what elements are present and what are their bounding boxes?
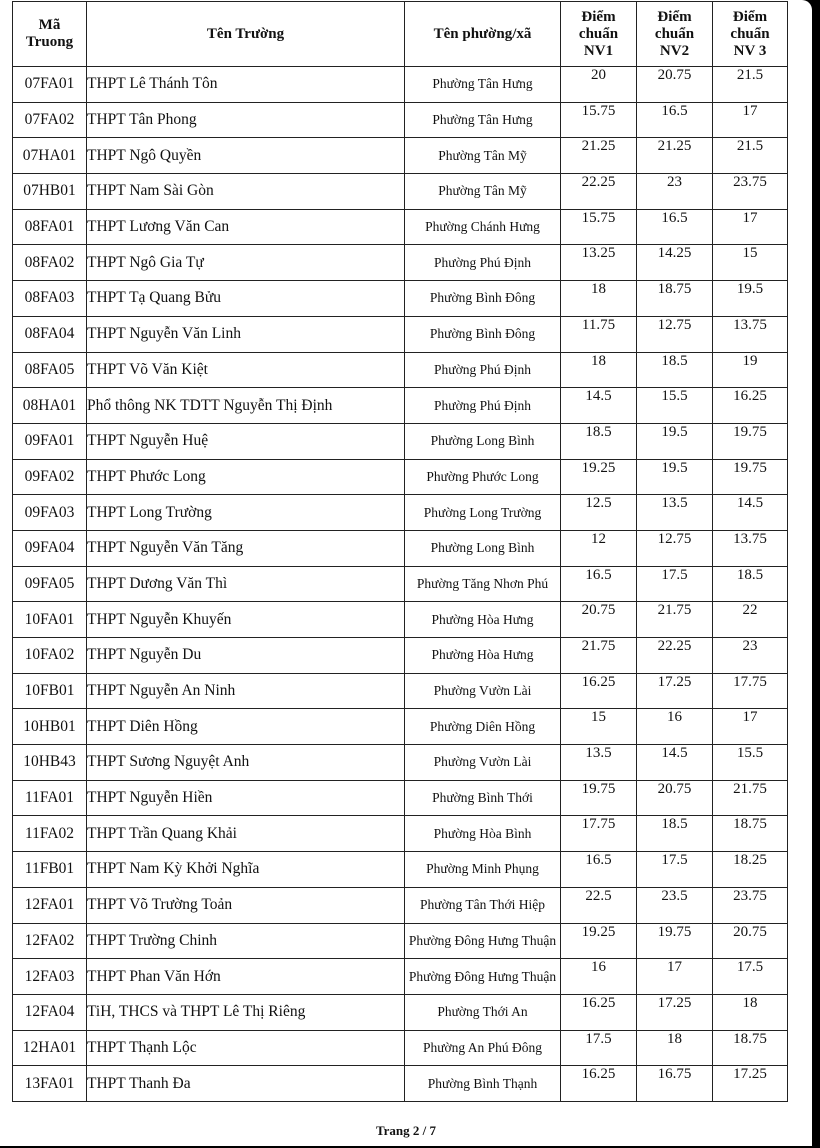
school-code-cell: 09FA01 [13, 423, 87, 459]
score-nv1-cell: 17.5 [561, 1030, 637, 1066]
score-nv1-cell: 19.75 [561, 780, 637, 816]
score-nv2-cell: 14.5 [637, 745, 713, 781]
header-school-name: Tên Trường [87, 2, 405, 67]
school-name-cell: THPT Ngô Gia Tự [87, 245, 405, 281]
score-nv3-cell: 15 [713, 245, 788, 281]
score-nv1-cell: 18 [561, 281, 637, 317]
score-nv2-cell: 18.75 [637, 281, 713, 317]
score-nv1-cell: 19.25 [561, 459, 637, 495]
table-row [13, 887, 788, 923]
school-code-cell: 08FA02 [13, 245, 87, 281]
score-nv2-cell: 19.5 [637, 459, 713, 495]
school-name-cell: THPT Trường Chinh [87, 923, 405, 959]
score-nv2-cell: 17.25 [637, 673, 713, 709]
school-name-cell: THPT Nguyễn Huệ [87, 423, 405, 459]
table-row [13, 709, 788, 745]
ward-cell: Phường Long Bình [405, 530, 561, 566]
score-nv3-cell: 13.75 [713, 530, 788, 566]
school-code-cell: 07FA01 [13, 67, 87, 103]
ward-cell: Phường Hòa Hưng [405, 602, 561, 638]
score-nv1-cell: 12 [561, 530, 637, 566]
ward-cell: Phường Long Bình [405, 423, 561, 459]
school-code-cell: 10FA01 [13, 602, 87, 638]
ward-cell: Phường Bình Thới [405, 780, 561, 816]
school-code-cell: 12FA01 [13, 887, 87, 923]
score-nv3-cell: 19.5 [713, 281, 788, 317]
ward-cell: Phường An Phú Đông [405, 1030, 561, 1066]
score-nv3-cell: 21.5 [713, 67, 788, 103]
school-name-cell: THPT Võ Văn Kiệt [87, 352, 405, 388]
score-nv3-cell: 23.75 [713, 174, 788, 210]
score-nv3-cell: 23.75 [713, 887, 788, 923]
header-row [13, 2, 788, 67]
score-nv1-cell: 22.5 [561, 887, 637, 923]
score-nv2-cell: 17.5 [637, 852, 713, 888]
score-nv3-cell: 22 [713, 602, 788, 638]
ward-cell: Phường Tân Thới Hiệp [405, 887, 561, 923]
ward-cell: Phường Tân Mỹ [405, 138, 561, 174]
score-nv1-cell: 16.5 [561, 566, 637, 602]
score-nv3-cell: 21.5 [713, 138, 788, 174]
score-nv1-cell: 17.75 [561, 816, 637, 852]
school-code-cell: 09FA04 [13, 530, 87, 566]
table-row [13, 959, 788, 995]
admission-scores-table [12, 1, 788, 1102]
ward-cell: Phường Minh Phụng [405, 852, 561, 888]
table-row [13, 67, 788, 103]
score-nv1-cell: 16.25 [561, 673, 637, 709]
score-nv1-cell: 13.25 [561, 245, 637, 281]
score-nv1-cell: 16.5 [561, 852, 637, 888]
score-nv1-cell: 18 [561, 352, 637, 388]
score-nv1-cell: 20.75 [561, 602, 637, 638]
score-nv3-cell: 19.75 [713, 459, 788, 495]
table-row [13, 638, 788, 674]
score-nv2-cell: 22.25 [637, 638, 713, 674]
ward-cell: Phường Tân Hưng [405, 102, 561, 138]
table-row [13, 316, 788, 352]
table-row [13, 602, 788, 638]
ward-cell: Phường Thới An [405, 994, 561, 1030]
score-nv2-cell: 16.5 [637, 209, 713, 245]
ward-cell: Phường Phú Định [405, 352, 561, 388]
score-nv3-cell: 17.75 [713, 673, 788, 709]
ward-cell: Phường Phú Định [405, 245, 561, 281]
school-name-cell: THPT Nguyễn Văn Linh [87, 316, 405, 352]
table-row [13, 1066, 788, 1102]
score-nv2-cell: 20.75 [637, 67, 713, 103]
school-code-cell: 08FA03 [13, 281, 87, 317]
ward-cell: Phường Phước Long [405, 459, 561, 495]
school-name-cell: THPT Võ Trường Toản [87, 887, 405, 923]
school-code-cell: 12FA04 [13, 994, 87, 1030]
score-nv3-cell: 17 [713, 209, 788, 245]
score-nv3-cell: 18.75 [713, 816, 788, 852]
table-row [13, 352, 788, 388]
school-name-cell: THPT Nam Kỳ Khởi Nghĩa [87, 852, 405, 888]
school-name-cell: THPT Trần Quang Khải [87, 816, 405, 852]
school-name-cell: THPT Nguyễn Hiền [87, 780, 405, 816]
score-nv1-cell: 15 [561, 709, 637, 745]
score-nv1-cell: 14.5 [561, 388, 637, 424]
header-score-nv1: Điểm chuẩn NV1 [561, 2, 637, 67]
score-nv1-cell: 16 [561, 959, 637, 995]
school-name-cell: THPT Lê Thánh Tôn [87, 67, 405, 103]
school-name-cell: THPT Long Trường [87, 495, 405, 531]
ward-cell: Phường Hòa Bình [405, 816, 561, 852]
table-row [13, 388, 788, 424]
score-nv3-cell: 17.5 [713, 959, 788, 995]
score-nv2-cell: 21.75 [637, 602, 713, 638]
school-name-cell: THPT Thạnh Lộc [87, 1030, 405, 1066]
score-nv3-cell: 17 [713, 709, 788, 745]
school-code-cell: 07HA01 [13, 138, 87, 174]
school-code-cell: 10FB01 [13, 673, 87, 709]
score-nv1-cell: 13.5 [561, 745, 637, 781]
ward-cell: Phường Diên Hồng [405, 709, 561, 745]
school-name-cell: THPT Nguyễn An Ninh [87, 673, 405, 709]
school-name-cell: THPT Nguyễn Du [87, 638, 405, 674]
school-code-cell: 09FA03 [13, 495, 87, 531]
score-nv3-cell: 13.75 [713, 316, 788, 352]
ward-cell: Phường Vườn Lài [405, 745, 561, 781]
school-code-cell: 11FA01 [13, 780, 87, 816]
header-score-nv3: Điểm chuẩn NV 3 [713, 2, 788, 67]
school-code-cell: 08FA05 [13, 352, 87, 388]
school-code-cell: 07FA02 [13, 102, 87, 138]
school-code-cell: 08FA01 [13, 209, 87, 245]
score-nv2-cell: 13.5 [637, 495, 713, 531]
school-code-cell: 10FA02 [13, 638, 87, 674]
ward-cell: Phường Vườn Lài [405, 673, 561, 709]
score-nv2-cell: 19.75 [637, 923, 713, 959]
school-name-cell: THPT Ngô Quyền [87, 138, 405, 174]
score-nv3-cell: 19 [713, 352, 788, 388]
score-nv3-cell: 14.5 [713, 495, 788, 531]
school-name-cell: THPT Phước Long [87, 459, 405, 495]
school-name-cell: THPT Thanh Đa [87, 1066, 405, 1102]
table-row [13, 423, 788, 459]
score-nv1-cell: 20 [561, 67, 637, 103]
table-row [13, 245, 788, 281]
score-nv1-cell: 15.75 [561, 102, 637, 138]
ward-cell: Phường Bình Đông [405, 316, 561, 352]
school-code-cell: 07HB01 [13, 174, 87, 210]
school-code-cell: 08FA04 [13, 316, 87, 352]
score-nv3-cell: 20.75 [713, 923, 788, 959]
score-nv2-cell: 12.75 [637, 316, 713, 352]
score-nv2-cell: 18.5 [637, 352, 713, 388]
header-score-nv2: Điểm chuẩn NV2 [637, 2, 713, 67]
score-nv3-cell: 17 [713, 102, 788, 138]
score-nv3-cell: 15.5 [713, 745, 788, 781]
school-code-cell: 12FA03 [13, 959, 87, 995]
ward-cell: Phường Bình Đông [405, 281, 561, 317]
school-name-cell: THPT Phan Văn Hớn [87, 959, 405, 995]
table-row [13, 459, 788, 495]
score-nv2-cell: 19.5 [637, 423, 713, 459]
ward-cell: Phường Tân Mỹ [405, 174, 561, 210]
school-code-cell: 10HB43 [13, 745, 87, 781]
school-name-cell: THPT Dương Văn Thì [87, 566, 405, 602]
score-nv1-cell: 16.25 [561, 994, 637, 1030]
school-name-cell: THPT Nguyễn Khuyến [87, 602, 405, 638]
ward-cell: Phường Tăng Nhơn Phú [405, 566, 561, 602]
table-row [13, 566, 788, 602]
table-header [13, 2, 788, 67]
score-nv3-cell: 18.5 [713, 566, 788, 602]
score-nv2-cell: 15.5 [637, 388, 713, 424]
school-name-cell: THPT Tân Phong [87, 102, 405, 138]
ward-cell: Phường Tân Hưng [405, 67, 561, 103]
school-code-cell: 09FA02 [13, 459, 87, 495]
school-code-cell: 12FA02 [13, 923, 87, 959]
score-nv3-cell: 18 [713, 994, 788, 1030]
score-nv3-cell: 18.75 [713, 1030, 788, 1066]
score-nv3-cell: 17.25 [713, 1066, 788, 1102]
table-row [13, 852, 788, 888]
table-body [13, 67, 788, 1102]
school-name-cell: THPT Tạ Quang Bửu [87, 281, 405, 317]
score-nv2-cell: 18 [637, 1030, 713, 1066]
score-nv1-cell: 21.25 [561, 138, 637, 174]
school-code-cell: 09FA05 [13, 566, 87, 602]
score-nv2-cell: 16.5 [637, 102, 713, 138]
score-nv1-cell: 16.25 [561, 1066, 637, 1102]
score-nv1-cell: 12.5 [561, 495, 637, 531]
score-nv1-cell: 21.75 [561, 638, 637, 674]
score-nv1-cell: 22.25 [561, 174, 637, 210]
score-nv3-cell: 23 [713, 638, 788, 674]
table-row [13, 923, 788, 959]
ward-cell: Phường Long Trường [405, 495, 561, 531]
ward-cell: Phường Chánh Hưng [405, 209, 561, 245]
score-nv1-cell: 19.25 [561, 923, 637, 959]
score-nv2-cell: 17.25 [637, 994, 713, 1030]
score-nv3-cell: 18.25 [713, 852, 788, 888]
table-row [13, 530, 788, 566]
table-row [13, 1030, 788, 1066]
table-row [13, 816, 788, 852]
score-nv2-cell: 16.75 [637, 1066, 713, 1102]
school-name-cell: TiH, THCS và THPT Lê Thị Riêng [87, 994, 405, 1030]
score-nv2-cell: 21.25 [637, 138, 713, 174]
ward-cell: Phường Hòa Hưng [405, 638, 561, 674]
table-row [13, 174, 788, 210]
ward-cell: Phường Đông Hưng Thuận [405, 959, 561, 995]
table-row [13, 102, 788, 138]
school-code-cell: 10HB01 [13, 709, 87, 745]
ward-cell: Phường Bình Thạnh [405, 1066, 561, 1102]
ward-cell: Phường Đông Hưng Thuận [405, 923, 561, 959]
score-nv1-cell: 11.75 [561, 316, 637, 352]
page-number: Trang 2 / 7 [375, 1123, 437, 1138]
score-nv1-cell: 15.75 [561, 209, 637, 245]
score-nv1-cell: 18.5 [561, 423, 637, 459]
school-code-cell: 12HA01 [13, 1030, 87, 1066]
score-nv2-cell: 17.5 [637, 566, 713, 602]
header-school-code: Mã Truong [13, 2, 87, 67]
score-nv2-cell: 14.25 [637, 245, 713, 281]
score-nv2-cell: 23.5 [637, 887, 713, 923]
school-code-cell: 13FA01 [13, 1066, 87, 1102]
school-name-cell: THPT Nam Sài Gòn [87, 174, 405, 210]
school-name-cell: THPT Diên Hồng [87, 709, 405, 745]
score-nv2-cell: 17 [637, 959, 713, 995]
school-code-cell: 08HA01 [13, 388, 87, 424]
table-row [13, 281, 788, 317]
score-nv2-cell: 16 [637, 709, 713, 745]
header-ward: Tên phường/xã [405, 2, 561, 67]
school-name-cell: THPT Sương Nguyệt Anh [87, 745, 405, 781]
score-nv2-cell: 18.5 [637, 816, 713, 852]
school-code-cell: 11FB01 [13, 852, 87, 888]
score-nv3-cell: 16.25 [713, 388, 788, 424]
table-row [13, 745, 788, 781]
score-nv2-cell: 20.75 [637, 780, 713, 816]
school-code-cell: 11FA02 [13, 816, 87, 852]
table-row [13, 138, 788, 174]
ward-cell: Phường Phú Định [405, 388, 561, 424]
school-name-cell: THPT Lương Văn Can [87, 209, 405, 245]
school-name-cell: THPT Nguyễn Văn Tăng [87, 530, 405, 566]
table-row [13, 673, 788, 709]
score-nv2-cell: 23 [637, 174, 713, 210]
school-name-cell: Phổ thông NK TDTT Nguyễn Thị Định [87, 388, 405, 424]
table-row [13, 780, 788, 816]
table-row [13, 994, 788, 1030]
score-nv3-cell: 21.75 [713, 780, 788, 816]
score-nv3-cell: 19.75 [713, 423, 788, 459]
score-nv2-cell: 12.75 [637, 530, 713, 566]
table-row [13, 209, 788, 245]
table-row [13, 495, 788, 531]
